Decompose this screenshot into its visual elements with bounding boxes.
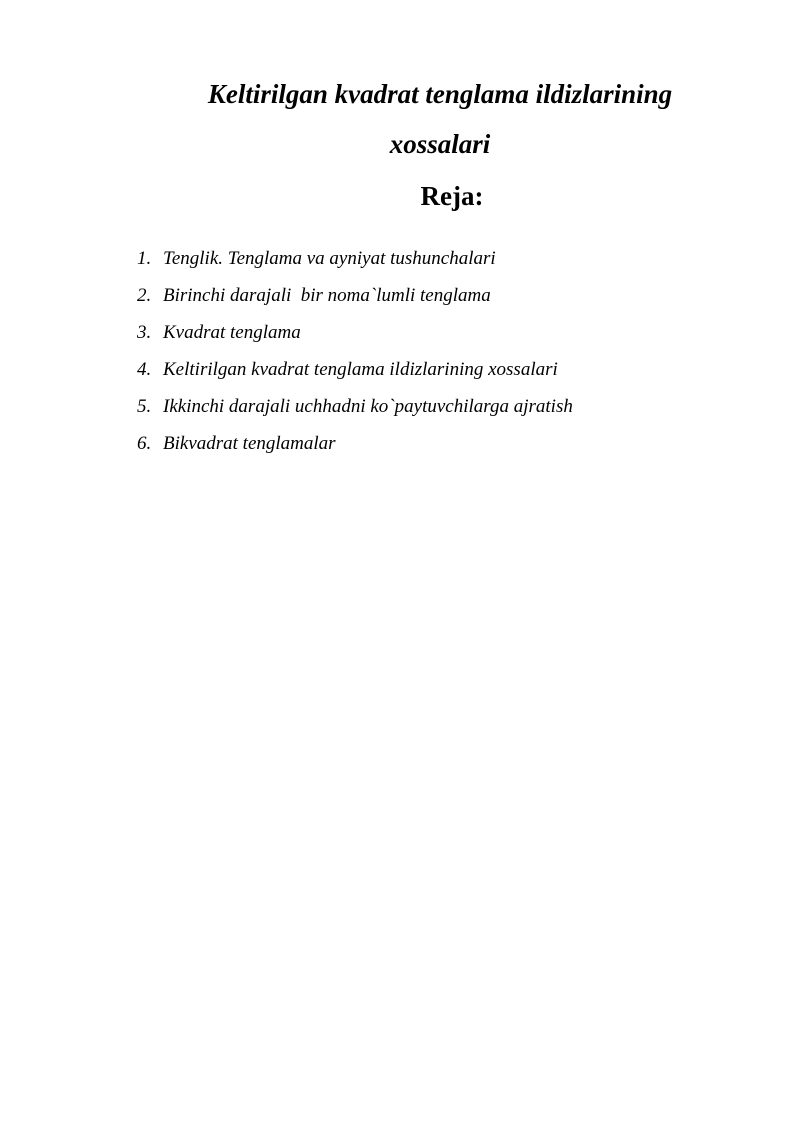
- list-item-text: Bikvadrat tenglamalar: [163, 433, 336, 454]
- list-item-text: Birinchi darajali bir noma`lumli tenglama: [163, 285, 491, 306]
- list-item-number: 1.: [137, 248, 152, 269]
- list-item-text: Kvadrat tenglama: [163, 322, 301, 343]
- list-item: [137, 283, 573, 320]
- list-item: [137, 246, 573, 283]
- list-item: [137, 320, 573, 357]
- list-item-text: Tenglik. Tenglama va ayniyat tushunchalari: [163, 248, 496, 269]
- list-item-number: 3.: [137, 322, 152, 343]
- list-item-number: 5.: [137, 396, 152, 417]
- list-item: [137, 431, 573, 468]
- list-item-number: 6.: [137, 433, 152, 454]
- page-title-line-1: Keltirilgan kvadrat tenglama ildizlarining: [207, 79, 673, 109]
- list-item-number: 2.: [137, 285, 152, 306]
- list-item-text: Keltirilgan kvadrat tenglama ildizlarining xossalari: [163, 359, 558, 380]
- page-title-line-2: xossalari: [389, 129, 491, 159]
- list-item: [137, 357, 573, 394]
- list-item-text: Ikkinchi darajali uchhadni ko`paytuvchilarga ajratish: [163, 396, 573, 417]
- list-item-number: 4.: [137, 359, 152, 380]
- plan-list: [137, 246, 573, 468]
- plan-heading: Reja:: [420, 181, 484, 211]
- list-item: [137, 394, 573, 431]
